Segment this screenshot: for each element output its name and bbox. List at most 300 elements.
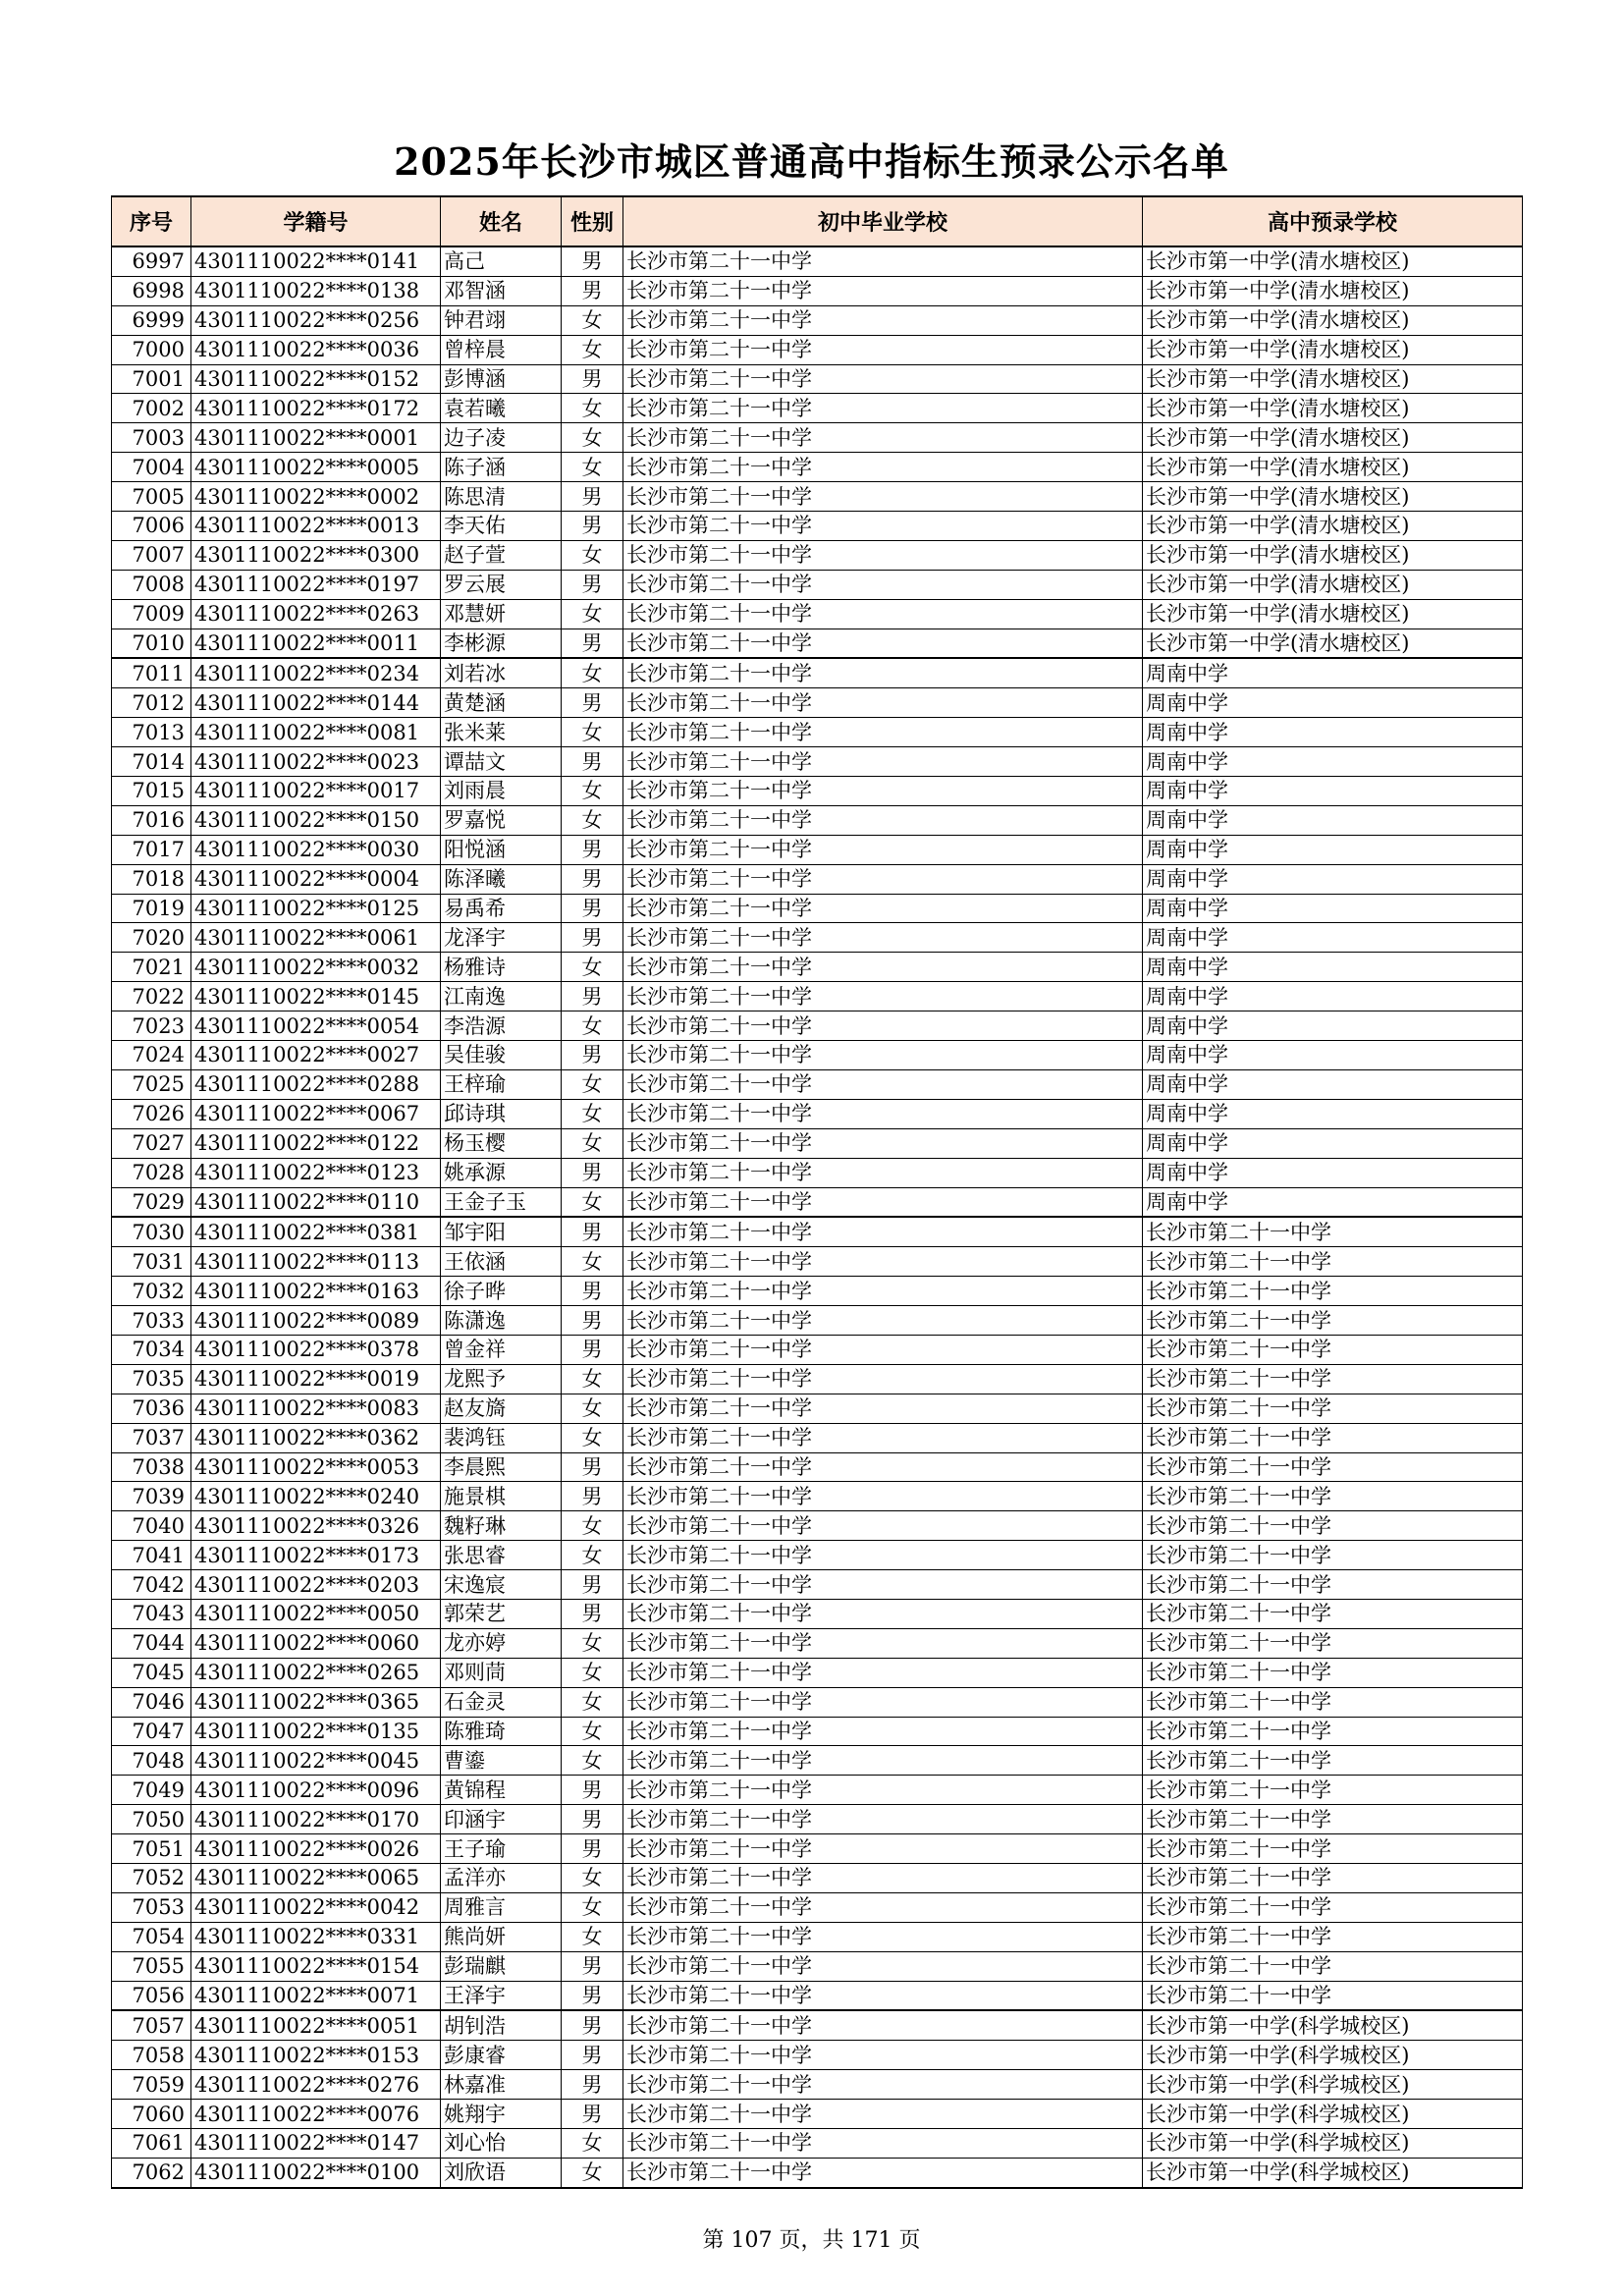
cell-gender: 男 (562, 1335, 623, 1364)
cell-name: 王子瑜 (441, 1834, 562, 1864)
cell-name: 钟君翊 (441, 305, 562, 335)
cell-name: 黄楚涵 (441, 688, 562, 718)
cell-junior-school: 长沙市第二十一中学 (623, 1805, 1143, 1834)
cell-name: 高己 (441, 246, 562, 276)
cell-seq: 7033 (112, 1306, 191, 1336)
cell-name: 龙泽宇 (441, 923, 562, 953)
cell-senior-school: 长沙市第一中学(清水塘校区) (1143, 570, 1523, 599)
cell-name: 熊尚妍 (441, 1922, 562, 1951)
table-row (112, 747, 1523, 777)
table-row (112, 1099, 1523, 1128)
cell-gender: 男 (562, 1482, 623, 1511)
cell-junior-school: 长沙市第二十一中学 (623, 2041, 1143, 2070)
cell-name: 林嘉准 (441, 2070, 562, 2100)
cell-gender: 女 (562, 1687, 623, 1717)
cell-seq: 7012 (112, 688, 191, 718)
cell-gender: 男 (562, 2041, 623, 2070)
cell-name: 易禹希 (441, 894, 562, 923)
table-row (112, 453, 1523, 482)
cell-seq: 7001 (112, 364, 191, 394)
cell-gender: 女 (562, 805, 623, 835)
cell-junior-school: 长沙市第二十一中学 (623, 1011, 1143, 1041)
cell-seq: 7013 (112, 718, 191, 747)
table-row (112, 1805, 1523, 1834)
cell-senior-school: 长沙市第二十一中学 (1143, 1776, 1523, 1805)
cell-seq: 7040 (112, 1511, 191, 1541)
cell-student-id: 4301110022****0017 (191, 777, 441, 806)
cell-seq: 7053 (112, 1892, 191, 1922)
cell-name: 邓慧妍 (441, 599, 562, 629)
cell-gender: 女 (562, 1658, 623, 1687)
cell-junior-school: 长沙市第二十一中学 (623, 1599, 1143, 1628)
cell-name: 陈子涵 (441, 453, 562, 482)
cell-junior-school: 长沙市第二十一中学 (623, 364, 1143, 394)
cell-seq: 7042 (112, 1570, 191, 1600)
cell-senior-school: 长沙市第二十一中学 (1143, 1628, 1523, 1658)
table-row (112, 688, 1523, 718)
cell-gender: 女 (562, 1128, 623, 1158)
cell-name: 徐子晔 (441, 1277, 562, 1306)
cell-student-id: 4301110022****0036 (191, 335, 441, 364)
cell-gender: 男 (562, 1570, 623, 1600)
cell-junior-school: 长沙市第二十一中学 (623, 1834, 1143, 1864)
cell-student-id: 4301110022****0110 (191, 1187, 441, 1217)
cell-senior-school: 长沙市第一中学(科学城校区) (1143, 2100, 1523, 2129)
cell-student-id: 4301110022****0381 (191, 1217, 441, 1246)
table-row (112, 2070, 1523, 2100)
table-row (112, 1599, 1523, 1628)
table-row (112, 1423, 1523, 1452)
cell-name: 吴佳骏 (441, 1041, 562, 1070)
cell-student-id: 4301110022****0141 (191, 246, 441, 276)
table-row (112, 1335, 1523, 1364)
cell-senior-school: 长沙市第一中学(清水塘校区) (1143, 364, 1523, 394)
cell-gender: 女 (562, 953, 623, 982)
table-row (112, 2010, 1523, 2040)
cell-senior-school: 长沙市第二十一中学 (1143, 1482, 1523, 1511)
cell-seq: 7049 (112, 1776, 191, 1805)
cell-senior-school: 长沙市第一中学(清水塘校区) (1143, 335, 1523, 364)
cell-senior-school: 周南中学 (1143, 658, 1523, 687)
cell-student-id: 4301110022****0203 (191, 1570, 441, 1600)
cell-student-id: 4301110022****0061 (191, 923, 441, 953)
cell-seq: 7002 (112, 394, 191, 423)
table-row (112, 1069, 1523, 1099)
cell-student-id: 4301110022****0050 (191, 1599, 441, 1628)
header-name: 姓名 (441, 196, 562, 246)
cell-seq: 7037 (112, 1423, 191, 1452)
cell-junior-school: 长沙市第二十一中学 (623, 1892, 1143, 1922)
cell-junior-school: 长沙市第二十一中学 (623, 305, 1143, 335)
cell-gender: 男 (562, 512, 623, 541)
cell-student-id: 4301110022****0045 (191, 1746, 441, 1776)
table-row (112, 512, 1523, 541)
cell-gender: 女 (562, 453, 623, 482)
cell-senior-school: 长沙市第二十一中学 (1143, 1541, 1523, 1570)
cell-student-id: 4301110022****0123 (191, 1158, 441, 1187)
cell-gender: 女 (562, 394, 623, 423)
cell-student-id: 4301110022****0300 (191, 540, 441, 570)
cell-seq: 7015 (112, 777, 191, 806)
cell-student-id: 4301110022****0125 (191, 894, 441, 923)
cell-name: 黄锦程 (441, 1776, 562, 1805)
cell-name: 张思睿 (441, 1541, 562, 1570)
cell-name: 刘心怡 (441, 2129, 562, 2159)
cell-senior-school: 长沙市第一中学(科学城校区) (1143, 2070, 1523, 2100)
cell-junior-school: 长沙市第二十一中学 (623, 2158, 1143, 2187)
cell-seq: 7044 (112, 1628, 191, 1658)
cell-gender: 女 (562, 540, 623, 570)
cell-gender: 女 (562, 1511, 623, 1541)
cell-junior-school: 长沙市第二十一中学 (623, 540, 1143, 570)
cell-senior-school: 长沙市第一中学(清水塘校区) (1143, 276, 1523, 305)
roster-table (111, 195, 1523, 2189)
table-row (112, 1041, 1523, 1070)
cell-name: 邱诗琪 (441, 1099, 562, 1128)
cell-name: 曾梓晨 (441, 335, 562, 364)
cell-name: 杨玉樱 (441, 1128, 562, 1158)
cell-seq: 7031 (112, 1247, 191, 1277)
header-student-id: 学籍号 (191, 196, 441, 246)
cell-gender: 男 (562, 1041, 623, 1070)
cell-seq: 7004 (112, 453, 191, 482)
cell-name: 赵子萱 (441, 540, 562, 570)
cell-student-id: 4301110022****0154 (191, 1951, 441, 1981)
cell-seq: 7036 (112, 1394, 191, 1423)
cell-gender: 男 (562, 629, 623, 658)
cell-student-id: 4301110022****0083 (191, 1394, 441, 1423)
cell-student-id: 4301110022****0197 (191, 570, 441, 599)
cell-student-id: 4301110022****0013 (191, 512, 441, 541)
cell-gender: 男 (562, 1217, 623, 1246)
cell-seq: 7055 (112, 1951, 191, 1981)
table-row (112, 1277, 1523, 1306)
cell-name: 邓智涵 (441, 276, 562, 305)
cell-student-id: 4301110022****0263 (191, 599, 441, 629)
cell-junior-school: 长沙市第二十一中学 (623, 1306, 1143, 1336)
cell-gender: 女 (562, 777, 623, 806)
cell-student-id: 4301110022****0163 (191, 1277, 441, 1306)
cell-gender: 男 (562, 1776, 623, 1805)
cell-student-id: 4301110022****0026 (191, 1834, 441, 1864)
cell-name: 邓则茼 (441, 1658, 562, 1687)
cell-seq: 7019 (112, 894, 191, 923)
cell-gender: 女 (562, 305, 623, 335)
table-row (112, 1011, 1523, 1041)
cell-gender: 男 (562, 864, 623, 894)
table-row (112, 364, 1523, 394)
cell-seq: 7014 (112, 747, 191, 777)
cell-junior-school: 长沙市第二十一中学 (623, 1158, 1143, 1187)
cell-student-id: 4301110022****0023 (191, 747, 441, 777)
cell-junior-school: 长沙市第二十一中学 (623, 864, 1143, 894)
cell-seq: 7027 (112, 1128, 191, 1158)
table-row (112, 1892, 1523, 1922)
table-row (112, 1158, 1523, 1187)
table-row (112, 1511, 1523, 1541)
cell-name: 阳悦涵 (441, 835, 562, 864)
table-row (112, 658, 1523, 687)
table-row (112, 570, 1523, 599)
cell-gender: 男 (562, 747, 623, 777)
cell-gender: 男 (562, 923, 623, 953)
cell-name: 罗嘉悦 (441, 805, 562, 835)
cell-senior-school: 长沙市第二十一中学 (1143, 1335, 1523, 1364)
cell-seq: 7028 (112, 1158, 191, 1187)
cell-junior-school: 长沙市第二十一中学 (623, 805, 1143, 835)
cell-gender: 女 (562, 1011, 623, 1041)
cell-seq: 7000 (112, 335, 191, 364)
cell-name: 周雅言 (441, 1892, 562, 1922)
header-junior-school: 初中毕业学校 (623, 196, 1143, 246)
cell-student-id: 4301110022****0331 (191, 1922, 441, 1951)
cell-gender: 男 (562, 276, 623, 305)
cell-senior-school: 长沙市第一中学(清水塘校区) (1143, 512, 1523, 541)
cell-seq: 6999 (112, 305, 191, 335)
cell-junior-school: 长沙市第二十一中学 (623, 1452, 1143, 1482)
cell-junior-school: 长沙市第二十一中学 (623, 512, 1143, 541)
cell-senior-school: 周南中学 (1143, 688, 1523, 718)
cell-gender: 男 (562, 570, 623, 599)
cell-student-id: 4301110022****0173 (191, 1541, 441, 1570)
table-row (112, 2041, 1523, 2070)
cell-name: 陈雅琦 (441, 1717, 562, 1746)
cell-seq: 7045 (112, 1658, 191, 1687)
cell-gender: 男 (562, 835, 623, 864)
cell-junior-school: 长沙市第二十一中学 (623, 1570, 1143, 1600)
cell-student-id: 4301110022****0060 (191, 1628, 441, 1658)
cell-junior-school: 长沙市第二十一中学 (623, 1922, 1143, 1951)
cell-student-id: 4301110022****0122 (191, 1128, 441, 1158)
cell-junior-school: 长沙市第二十一中学 (623, 658, 1143, 687)
cell-name: 王泽宇 (441, 1981, 562, 2010)
table-row (112, 1628, 1523, 1658)
cell-gender: 女 (562, 1394, 623, 1423)
table-row (112, 835, 1523, 864)
cell-senior-school: 长沙市第二十一中学 (1143, 1658, 1523, 1687)
cell-senior-school: 长沙市第二十一中学 (1143, 1277, 1523, 1306)
cell-student-id: 4301110022****0172 (191, 394, 441, 423)
cell-junior-school: 长沙市第二十一中学 (623, 1423, 1143, 1452)
table-row (112, 2158, 1523, 2187)
cell-name: 龙熙予 (441, 1364, 562, 1394)
table-row (112, 1482, 1523, 1511)
table-row (112, 777, 1523, 806)
cell-student-id: 4301110022****0145 (191, 982, 441, 1011)
cell-junior-school: 长沙市第二十一中学 (623, 1128, 1143, 1158)
table-row (112, 2129, 1523, 2159)
cell-junior-school: 长沙市第二十一中学 (623, 1364, 1143, 1394)
table-row (112, 805, 1523, 835)
table-row (112, 1981, 1523, 2010)
cell-seq: 7026 (112, 1099, 191, 1128)
cell-junior-school: 长沙市第二十一中学 (623, 1335, 1143, 1364)
cell-senior-school: 周南中学 (1143, 1041, 1523, 1070)
cell-gender: 女 (562, 1364, 623, 1394)
cell-senior-school: 周南中学 (1143, 953, 1523, 982)
cell-seq: 7010 (112, 629, 191, 658)
cell-student-id: 4301110022****0150 (191, 805, 441, 835)
cell-name: 龙亦婷 (441, 1628, 562, 1658)
cell-junior-school: 长沙市第二十一中学 (623, 570, 1143, 599)
cell-student-id: 4301110022****0027 (191, 1041, 441, 1070)
cell-name: 孟洋亦 (441, 1863, 562, 1892)
cell-name: 江南逸 (441, 982, 562, 1011)
cell-gender: 男 (562, 1452, 623, 1482)
cell-name: 王依涵 (441, 1247, 562, 1277)
table-row (112, 1746, 1523, 1776)
cell-senior-school: 长沙市第一中学(清水塘校区) (1143, 629, 1523, 658)
cell-seq: 7020 (112, 923, 191, 953)
cell-gender: 男 (562, 2070, 623, 2100)
cell-seq: 7008 (112, 570, 191, 599)
cell-senior-school: 长沙市第二十一中学 (1143, 1805, 1523, 1834)
cell-gender: 男 (562, 1834, 623, 1864)
cell-senior-school: 长沙市第一中学(科学城校区) (1143, 2129, 1523, 2159)
table-row (112, 335, 1523, 364)
cell-seq: 7034 (112, 1335, 191, 1364)
cell-name: 印涵宇 (441, 1805, 562, 1834)
table-row (112, 982, 1523, 1011)
cell-gender: 女 (562, 1717, 623, 1746)
cell-junior-school: 长沙市第二十一中学 (623, 1217, 1143, 1246)
cell-student-id: 4301110022****0011 (191, 629, 441, 658)
cell-junior-school: 长沙市第二十一中学 (623, 1069, 1143, 1099)
cell-gender: 女 (562, 1892, 623, 1922)
cell-student-id: 4301110022****0089 (191, 1306, 441, 1336)
table-row (112, 894, 1523, 923)
cell-junior-school: 长沙市第二十一中学 (623, 276, 1143, 305)
table-row (112, 540, 1523, 570)
cell-senior-school: 周南中学 (1143, 747, 1523, 777)
cell-senior-school: 长沙市第一中学(清水塘校区) (1143, 305, 1523, 335)
cell-student-id: 4301110022****0051 (191, 2010, 441, 2040)
cell-gender: 女 (562, 1069, 623, 1099)
cell-seq: 7032 (112, 1277, 191, 1306)
cell-junior-school: 长沙市第二十一中学 (623, 1658, 1143, 1687)
cell-student-id: 4301110022****0019 (191, 1364, 441, 1394)
cell-junior-school: 长沙市第二十一中学 (623, 894, 1143, 923)
cell-senior-school: 长沙市第二十一中学 (1143, 1834, 1523, 1864)
cell-gender: 女 (562, 1541, 623, 1570)
cell-student-id: 4301110022****0135 (191, 1717, 441, 1746)
cell-name: 李天佑 (441, 512, 562, 541)
cell-junior-school: 长沙市第二十一中学 (623, 688, 1143, 718)
cell-senior-school: 周南中学 (1143, 982, 1523, 1011)
cell-seq: 7059 (112, 2070, 191, 2100)
cell-gender: 男 (562, 1277, 623, 1306)
cell-student-id: 4301110022****0276 (191, 2070, 441, 2100)
cell-student-id: 4301110022****0081 (191, 718, 441, 747)
cell-student-id: 4301110022****0001 (191, 423, 441, 453)
cell-name: 刘若冰 (441, 658, 562, 687)
cell-name: 姚承源 (441, 1158, 562, 1187)
cell-student-id: 4301110022****0265 (191, 1658, 441, 1687)
table-row (112, 1922, 1523, 1951)
header-seq: 序号 (112, 196, 191, 246)
table-row (112, 1187, 1523, 1217)
cell-seq: 7024 (112, 1041, 191, 1070)
cell-senior-school: 长沙市第一中学(清水塘校区) (1143, 423, 1523, 453)
cell-student-id: 4301110022****0100 (191, 2158, 441, 2187)
roster-body (112, 246, 1523, 2188)
cell-senior-school: 长沙市第一中学(科学城校区) (1143, 2010, 1523, 2040)
cell-name: 李晨熙 (441, 1452, 562, 1482)
cell-gender: 男 (562, 364, 623, 394)
table-row (112, 1247, 1523, 1277)
cell-senior-school: 长沙市第一中学(科学城校区) (1143, 2041, 1523, 2070)
cell-gender: 男 (562, 1805, 623, 1834)
cell-junior-school: 长沙市第二十一中学 (623, 718, 1143, 747)
cell-seq: 7061 (112, 2129, 191, 2159)
cell-seq: 7017 (112, 835, 191, 864)
cell-junior-school: 长沙市第二十一中学 (623, 335, 1143, 364)
cell-seq: 6998 (112, 276, 191, 305)
cell-seq: 7009 (112, 599, 191, 629)
cell-seq: 7057 (112, 2010, 191, 2040)
table-row (112, 1541, 1523, 1570)
cell-student-id: 4301110022****0256 (191, 305, 441, 335)
cell-junior-school: 长沙市第二十一中学 (623, 923, 1143, 953)
table-row (112, 1863, 1523, 1892)
cell-student-id: 4301110022****0004 (191, 864, 441, 894)
table-row (112, 482, 1523, 512)
table-row (112, 599, 1523, 629)
table-row (112, 1951, 1523, 1981)
cell-seq: 7060 (112, 2100, 191, 2129)
cell-junior-school: 长沙市第二十一中学 (623, 1041, 1143, 1070)
cell-junior-school: 长沙市第二十一中学 (623, 982, 1143, 1011)
cell-seq: 7046 (112, 1687, 191, 1717)
table-row (112, 1834, 1523, 1864)
cell-senior-school: 周南中学 (1143, 864, 1523, 894)
cell-seq: 7016 (112, 805, 191, 835)
cell-senior-school: 周南中学 (1143, 835, 1523, 864)
cell-name: 陈思清 (441, 482, 562, 512)
cell-student-id: 4301110022****0170 (191, 1805, 441, 1834)
cell-junior-school: 长沙市第二十一中学 (623, 1746, 1143, 1776)
cell-name: 杨雅诗 (441, 953, 562, 982)
page-title: 2025年长沙市城区普通高中指标生预录公示名单 (394, 139, 1229, 184)
cell-senior-school: 周南中学 (1143, 1011, 1523, 1041)
cell-gender: 男 (562, 894, 623, 923)
cell-student-id: 4301110022****0053 (191, 1452, 441, 1482)
cell-junior-school: 长沙市第二十一中学 (623, 246, 1143, 276)
table-row (112, 423, 1523, 453)
page-footer: 第 107 页，共 171 页 (702, 2228, 921, 2253)
cell-student-id: 4301110022****0240 (191, 1482, 441, 1511)
cell-junior-school: 长沙市第二十一中学 (623, 1863, 1143, 1892)
cell-student-id: 4301110022****0054 (191, 1011, 441, 1041)
cell-junior-school: 长沙市第二十一中学 (623, 2100, 1143, 2129)
cell-senior-school: 长沙市第二十一中学 (1143, 1364, 1523, 1394)
cell-gender: 男 (562, 482, 623, 512)
cell-senior-school: 长沙市第二十一中学 (1143, 1892, 1523, 1922)
cell-senior-school: 长沙市第二十一中学 (1143, 1981, 1523, 2010)
cell-seq: 7041 (112, 1541, 191, 1570)
cell-gender: 男 (562, 982, 623, 1011)
cell-student-id: 4301110022****0365 (191, 1687, 441, 1717)
cell-gender: 男 (562, 1306, 623, 1336)
cell-gender: 女 (562, 1187, 623, 1217)
cell-student-id: 4301110022****0032 (191, 953, 441, 982)
cell-name: 赵友旖 (441, 1394, 562, 1423)
cell-junior-school: 长沙市第二十一中学 (623, 599, 1143, 629)
cell-junior-school: 长沙市第二十一中学 (623, 1247, 1143, 1277)
cell-seq: 7023 (112, 1011, 191, 1041)
cell-senior-school: 周南中学 (1143, 1158, 1523, 1187)
cell-senior-school: 长沙市第二十一中学 (1143, 1687, 1523, 1717)
